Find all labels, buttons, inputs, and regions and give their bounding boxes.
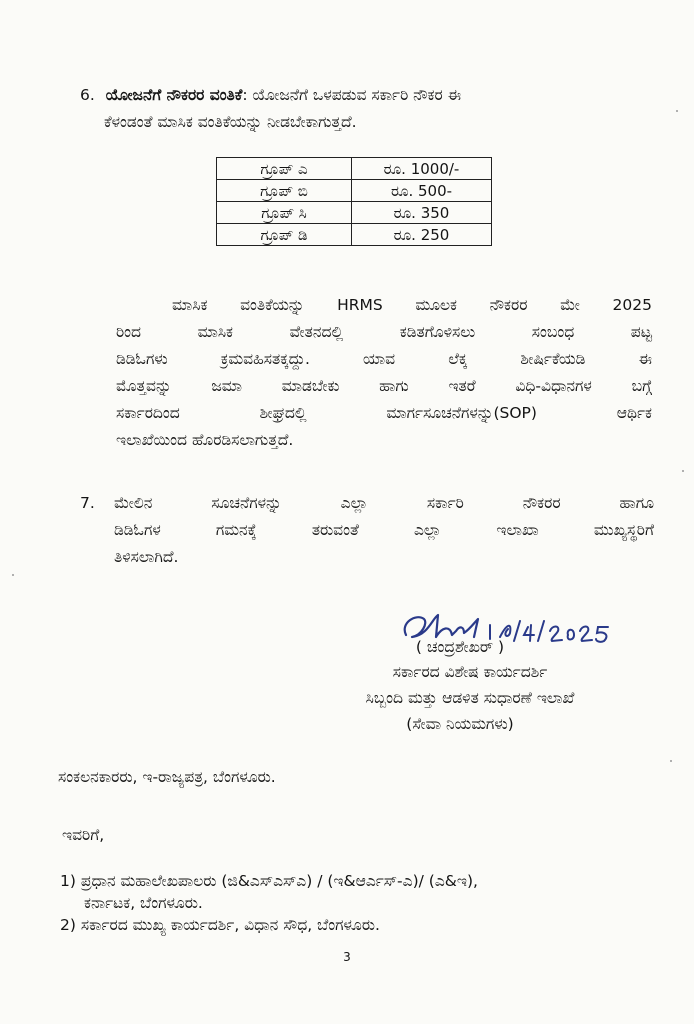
signatory-section: (ಸೇವಾ ನಿಯಮಗಳು) bbox=[406, 715, 514, 733]
hrms-para-line6: ಇಲಾಖೆಯಿಂದ ಹೊರಡಿಸಲಾಗುತ್ತದೆ. bbox=[116, 431, 294, 449]
item6-line2: ಕೆಳಂಡಂತೆ ಮಾಸಿಕ ವಂತಿಕೆಯನ್ನು ನೀಡಬೇಕಾಗುತ್ತದೆ. bbox=[104, 113, 357, 131]
table-cell-amount: ರೂ. 350 bbox=[352, 202, 492, 224]
item7-line1: ಮೇಲಿನ ಸೂಚನೆಗಳನ್ನು ಎಲ್ಲಾ ಸರ್ಕಾರಿ ನೌಕರರ ಹಾಗೂ bbox=[114, 494, 654, 512]
signatory-department: ಸಿಬ್ಬಂದಿ ಮತ್ತು ಆಡಳಿತ ಸುಧಾರಣೆ ಇಲಾಖೆ bbox=[365, 689, 575, 707]
table-row bbox=[217, 202, 492, 224]
hrms-para-line5: ಸರ್ಕಾರದಿಂದ ಶೀಘ್ರದಲ್ಲಿ ಮಾರ್ಗಸೂಚನೆಗಳನ್ನು(SOP) ಆರ್ಥಿಕ bbox=[116, 404, 652, 422]
hrms-para-line3: ಡಿಡಿಓಗಳು ಕ್ರಮವಹಿಸತಕ್ಕದ್ದು. ಯಾವ ಲೆಕ್ಕ ಶೀರ್ಷಿಕೆಯಡಿ ಈ bbox=[116, 350, 652, 368]
to-label: ಇವರಿಗೆ, bbox=[62, 826, 105, 844]
signatory-designation: ಸರ್ಕಾರದ ವಿಶೇಷ ಕಾರ್ಯದರ್ಶಿ bbox=[392, 663, 548, 681]
table-cell-amount: ರೂ. 500- bbox=[352, 180, 492, 202]
item7-line2: ಡಿಡಿಓಗಳ ಗಮನಕ್ಕೆ ತರುವಂತೆ ಎಲ್ಲಾ ಇಲಾಖಾ ಮುಖ್ಯಸ್ಥರಿಗೆ bbox=[114, 521, 654, 539]
item6-line1 bbox=[80, 82, 660, 109]
scan-speck bbox=[12, 574, 14, 576]
recipient-1-line1: 1) ಪ್ರಧಾನ ಮಹಾಲೇಖಪಾಲರು (ಜಿ&ಎಸ್ಎಸ್ಎ) / (ಇ&ಆರ್ಎಸ್-ಎ)/ (ಎ&ಇ), bbox=[60, 872, 478, 890]
scan-speck bbox=[682, 470, 684, 472]
hrms-para-line1: ಮಾಸಿಕ ವಂತಿಕೆಯನ್ನು HRMS ಮೂಲಕ ನೌಕರರ ಮೇ 2025 bbox=[172, 296, 652, 314]
table-cell-group: ಗ್ರೂಪ್ ಬಿ bbox=[217, 180, 352, 202]
scan-speck bbox=[676, 110, 678, 112]
item6-number: 6. bbox=[80, 86, 95, 104]
signatory-name: ( ಚಂದ್ರಶೇಖರ್ ) bbox=[415, 638, 505, 656]
table-cell-group: ಗ್ರೂಪ್ ಎ bbox=[217, 158, 352, 180]
contribution-table bbox=[216, 157, 492, 246]
hrms-para-line2: ರಿಂದ ಮಾಸಿಕ ವೇತನದಲ್ಲಿ ಕಡಿತಗೊಳಿಸಲು ಸಂಬಂಧ ಪಟ್ಟ bbox=[116, 323, 652, 341]
recipient-2: 2) ಸರ್ಕಾರದ ಮುಖ್ಯ ಕಾರ್ಯದರ್ಶಿ, ವಿಧಾನ ಸೌಧ, ಬೆಂಗಳೂರು. bbox=[60, 916, 380, 934]
item7-line3: ತಿಳಿಸಲಾಗಿದೆ. bbox=[114, 548, 179, 566]
hrms-para-line4: ಮೊತ್ತವನ್ನು ಜಮಾ ಮಾಡಬೇಕು ಹಾಗು ಇತರೆ ವಿಧಿ-ವಿಧಾನಗಳ ಬಗ್ಗೆ bbox=[116, 377, 652, 395]
compiler-line: ಸಂಕಲನಕಾರರು, ಇ-ರಾಜ್ಯಪತ್ರ, ಬೆಂಗಳೂರು. bbox=[58, 768, 276, 786]
table-row bbox=[217, 224, 492, 246]
table-cell-group: ಗ್ರೂಪ್ ಡಿ bbox=[217, 224, 352, 246]
item7-number: 7. bbox=[80, 494, 95, 512]
item6-line1-rest: : ಯೋಜನೆಗೆ ಒಳಪಡುವ ಸರ್ಕಾರಿ ನೌಕರ ಈ bbox=[242, 86, 462, 104]
table-row bbox=[217, 158, 492, 180]
scan-speck bbox=[670, 760, 672, 762]
table-cell-group: ಗ್ರೂಪ್ ಸಿ bbox=[217, 202, 352, 224]
page-number: 3 bbox=[343, 950, 351, 964]
item6-heading: ಯೋಜನೆಗೆ ನೌಕರರ ವಂತಿಕೆ bbox=[105, 86, 243, 104]
table-cell-amount: ರೂ. 250 bbox=[352, 224, 492, 246]
table-row bbox=[217, 180, 492, 202]
recipient-1-line2: ಕರ್ನಾಟಕ, ಬೆಂಗಳೂರು. bbox=[84, 894, 203, 912]
table-cell-amount: ರೂ. 1000/- bbox=[352, 158, 492, 180]
